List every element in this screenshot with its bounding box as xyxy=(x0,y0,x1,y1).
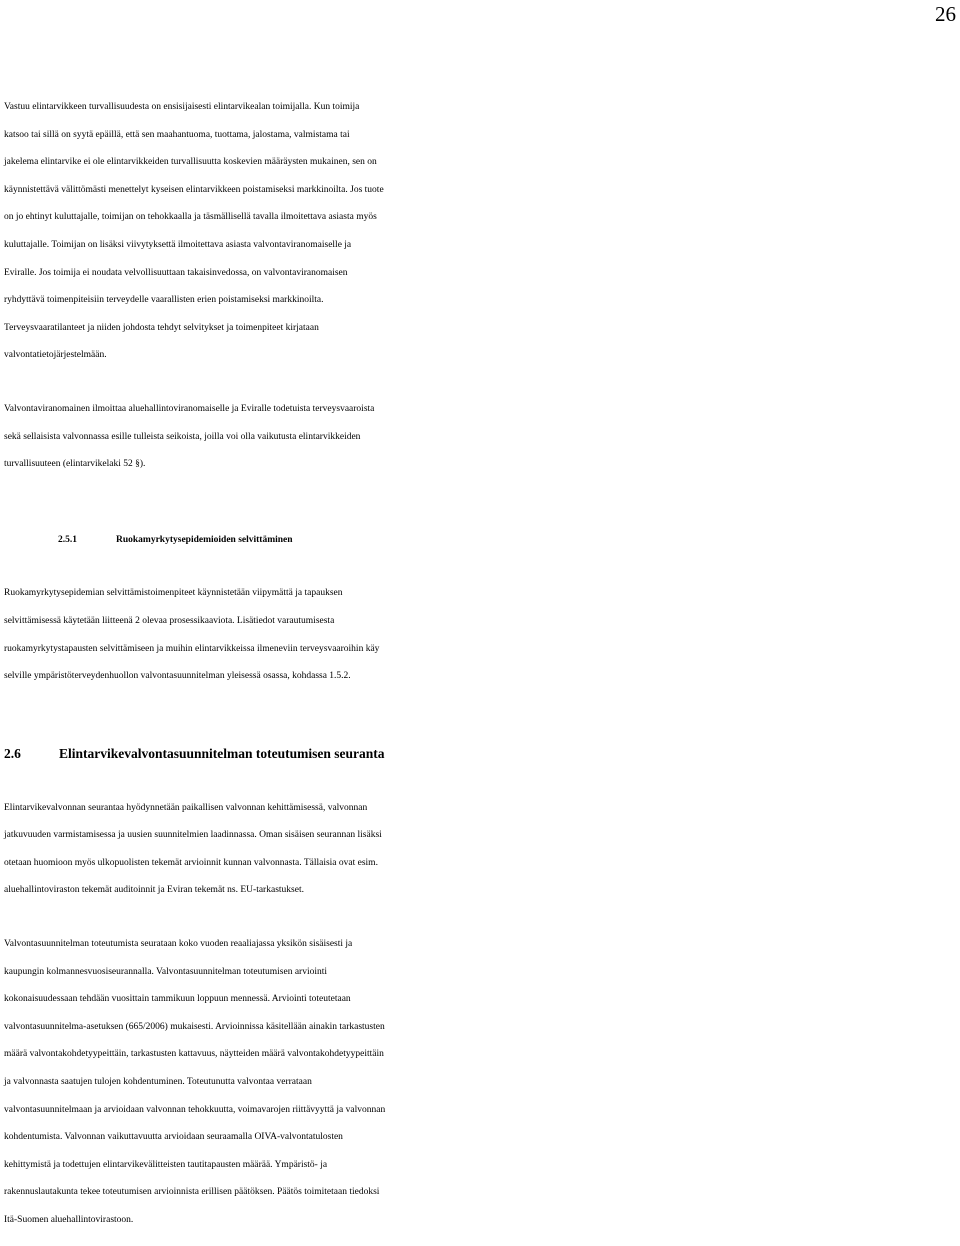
text-line: Ruokamyrkytysepidemian selvittämistoimenpiteet käynnistetään viipymättä ja tapauksen xyxy=(4,588,343,599)
text-line: käynnistettävä välittömästi menettelyt kyseisen elintarvikkeen poistamiseksi markkinoilta. Jos tuote xyxy=(4,184,384,195)
text-line: Elintarvikevalvonnan seurantaa hyödynnetään paikallisen valvonnan kehittämisessä, valvonnan xyxy=(4,802,368,813)
section-title: Ruokamyrkytysepidemioiden selvittäminen xyxy=(116,534,293,545)
paragraph-epidemic-investigation xyxy=(4,580,956,690)
text-line: Eviralle. Jos toimija ei noudata velvollisuuttaan takaisinvedossa, on valvontaviranomaisen xyxy=(4,267,348,278)
text-line: valvontatietojärjestelmään. xyxy=(4,350,107,361)
section-number: 2.5.1 xyxy=(58,534,77,545)
text-line: ruokamyrkytystapausten selvittämiseen ja muihin elintarvikkeissa ilmeneviin terveysvaaroihin käy xyxy=(4,643,380,654)
section-title: Elintarvikevalvontasuunnitelman toteutumisen seuranta xyxy=(59,745,385,761)
text-line: jatkuvuuden varmistamisessa ja uusien suunnitelmien laadinnassa. Oman sisäisen seurannan lisäksi xyxy=(4,830,382,841)
section-heading-2-5-1 xyxy=(4,527,956,555)
paragraph-plan-evaluation xyxy=(4,931,956,1235)
text-line: valvontasuunnitelma-asetuksen (665/2006) mukaisesti. Arvioinnissa käsitellään ainakin tarkastusten xyxy=(4,1021,385,1032)
paragraph-responsibility xyxy=(4,94,956,370)
section-number: 2.6 xyxy=(4,745,21,761)
paragraph-authority-reporting xyxy=(4,396,956,479)
text-line: rakennuslautakunta tekee toteutumisen arvioinnista erillisen päätöksen. Päätös toimitetaan tiedoksi xyxy=(4,1187,380,1198)
text-line: kehittymistä ja todettujen elintarvikevälitteisten tautitapausten määrää. Ympäristö- ja xyxy=(4,1159,328,1170)
section-heading-2-6 xyxy=(4,739,956,769)
text-line: selville ympäristöterveydenhuollon valvontasuunnitelman yleisessä osassa, kohdassa 1.5.2. xyxy=(4,671,351,682)
text-line: otetaan huomioon myös ulkopuolisten tekemät arvioinnit kunnan valvonnasta. Tällaisia ovat esim. xyxy=(4,857,378,868)
text-line: Terveysvaaratilanteet ja niiden johdosta tehdyt selvitykset ja toimenpiteet kirjataan xyxy=(4,322,319,333)
text-line: ja valvonnasta saatujen tulojen kohdentuminen. Toteutunutta valvontaa verrataan xyxy=(4,1077,312,1088)
paragraph-monitoring xyxy=(4,795,956,905)
text-line: kokonaisuudessaan tehdään vuosittain tammikuun loppuun mennessä. Arviointi toteutetaan xyxy=(4,994,351,1005)
text-line: on jo ehtinyt kuluttajalle, toimijan on tehokkaalla ja täsmällisellä tavalla ilmoitettava asiasta myös xyxy=(4,212,377,223)
text-line: määrä valvontakohdetyypeittäin, tarkastusten kattavuus, näytteiden määrä valvontakohdetyypeittäin xyxy=(4,1049,384,1060)
page-content xyxy=(4,94,956,1235)
text-line: kohdentumista. Valvonnan vaikuttavuutta arvioidaan seuraamalla OIVA-valvontatulosten xyxy=(4,1132,343,1143)
text-line: selvittämisessä käytetään liitteenä 2 olevaa prosessikaaviota. Lisätiedot varautumisesta xyxy=(4,615,335,626)
text-line: Valvontaviranomainen ilmoittaa aluehallintoviranomaiselle ja Eviralle todetuista terveysvaaroista xyxy=(4,403,375,414)
text-line: turvallisuuteen (elintarvikelaki 52 §). xyxy=(4,459,146,470)
text-line: valvontasuunnitelmaan ja arvioidaan valvonnan tehokkuutta, voimavarojen riittävyyttä ja valvonnan xyxy=(4,1104,386,1115)
text-line: kuluttajalle. Toimijan on lisäksi viivytyksettä ilmoitettava asiasta valvontaviranomaiselle ja xyxy=(4,239,352,250)
page-number: 26 xyxy=(935,2,956,26)
text-line: ryhdyttävä toimenpiteisiin terveydelle vaarallisten erien poistamiseksi markkinoilta. xyxy=(4,295,324,306)
text-line: Vastuu elintarvikkeen turvallisuudesta on ensisijaisesti elintarvikealan toimijalla. Kun toimija xyxy=(4,102,360,112)
text-line: kaupungin kolmannesvuosiseurannalla. Valvontasuunnitelman toteutumisen arviointi xyxy=(4,966,328,977)
text-line: sekä sellaisista valvonnassa esille tulleista seikoista, joilla voi olla vaikutusta elintarvikkeiden xyxy=(4,431,361,442)
text-line: aluehallintoviraston tekemät auditoinnit ja Eviran tekemät ns. EU-tarkastukset. xyxy=(4,885,304,896)
text-line: Itä-Suomen aluehallintovirastoon. xyxy=(4,1215,134,1225)
text-line: katsoo tai sillä on syytä epäillä, että sen maahantuoma, tuottama, jalostama, valmistama tai xyxy=(4,129,350,140)
text-line: jakelema elintarvike ei ole elintarvikkeiden turvallisuutta koskevien määräysten mukainen, sen on xyxy=(4,157,377,168)
text-line: Valvontasuunnitelman toteutumista seurataan koko vuoden reaaliajassa yksikön sisäisesti ja xyxy=(4,939,353,950)
